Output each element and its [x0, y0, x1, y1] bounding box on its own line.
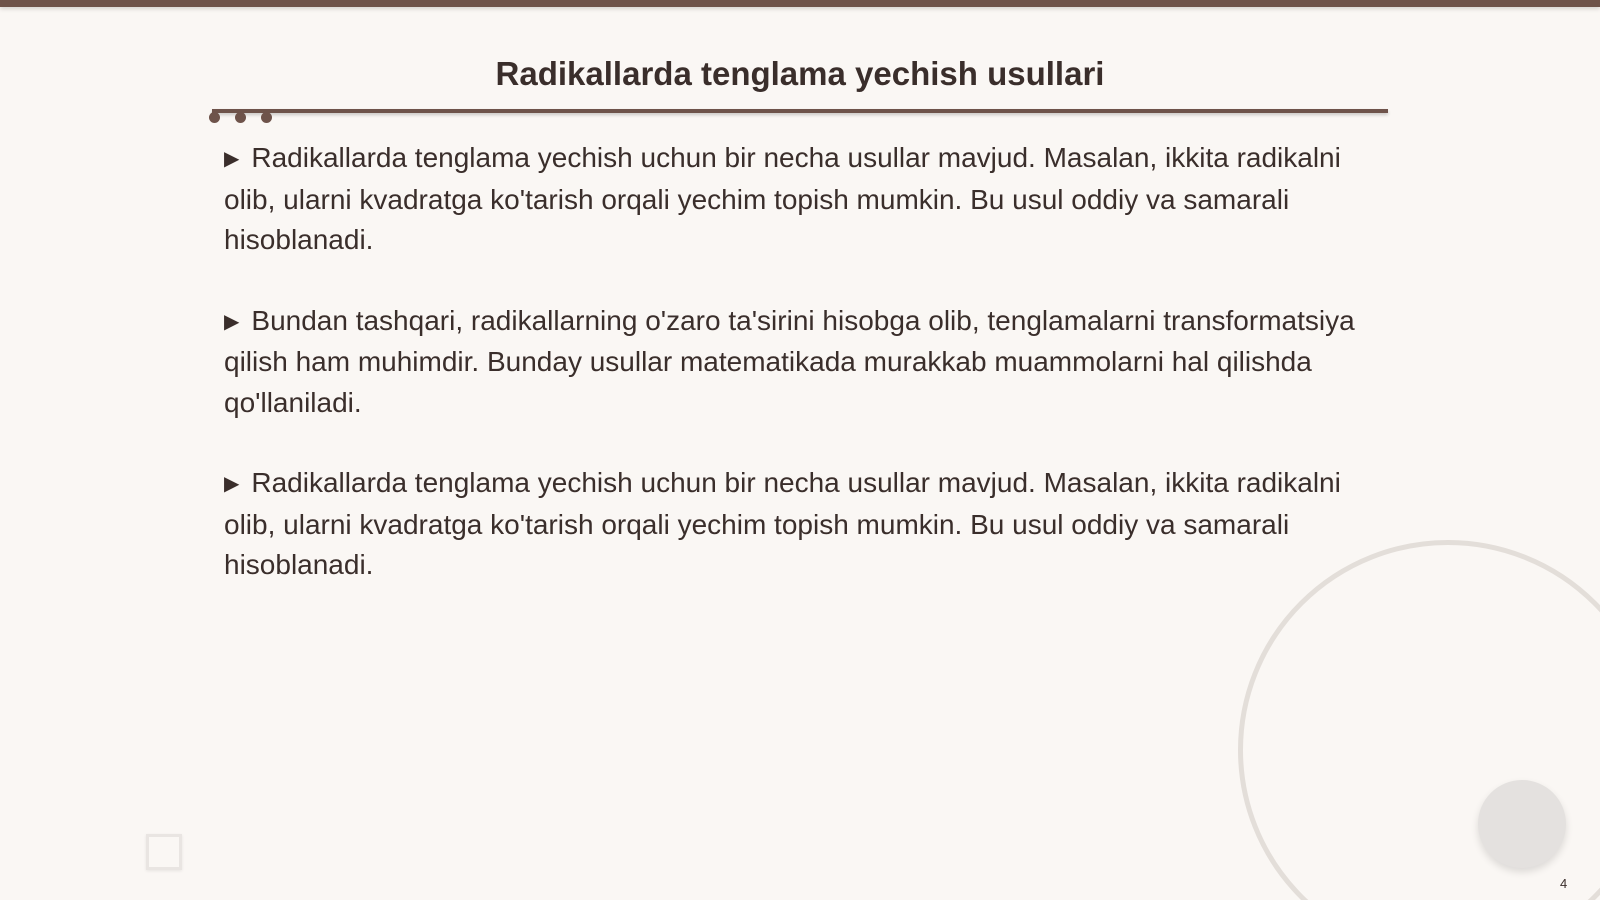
slide-title: Radikallarda tenglama yechish usullari	[495, 55, 1105, 92]
paragraph-text: Radikallarda tenglama yechish uchun bir necha usullar mavjud. Masalan, ikkita radikalni olib, ularni kvadratga ko'tarish orqali yechim topish mumkin. Bu usul oddiy va samarali hisoblanadi.	[224, 142, 1341, 255]
divider-dot	[209, 112, 220, 123]
bullet-triangle-icon: ▶	[224, 473, 240, 495]
divider-dot	[235, 112, 246, 123]
top-accent-bar	[0, 0, 1600, 7]
decorative-circle	[1478, 780, 1566, 868]
bullet-paragraph	[224, 301, 1374, 424]
slide-body	[224, 138, 1374, 626]
bullet-triangle-icon: ▶	[224, 310, 240, 333]
bullet-paragraph	[224, 138, 1374, 261]
bullet-triangle-icon: ▶	[224, 148, 240, 170]
page-number: 4	[1560, 876, 1568, 891]
paragraph-text: Bundan tashqari, radikallarning o'zaro ta'sirini hisobga olib, tenglamalarni transformatsiya qilish ham muhimdir. Bunday usullar matematikada murakkab muammolarni hal qilishda qo'llaniladi.	[224, 304, 1355, 418]
divider-dot	[261, 112, 272, 123]
bullet-paragraph	[224, 463, 1374, 586]
paragraph-text: Radikallarda tenglama yechish uchun bir necha usullar mavjud. Masalan, ikkita radikalni olib, ularni kvadratga ko'tarish orqali yechim topish mumkin. Bu usul oddiy va samarali hisoblanadi.	[224, 467, 1341, 580]
decorative-square	[146, 834, 182, 870]
title-divider	[212, 109, 1388, 113]
